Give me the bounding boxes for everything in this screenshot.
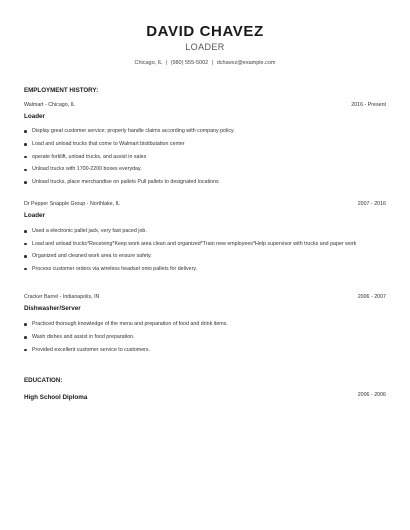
job-dates: 2007 - 2016: [357, 201, 386, 207]
bullet-icon: [24, 156, 27, 159]
bullet-icon: [24, 323, 27, 326]
contact-separator: |: [211, 60, 214, 66]
list-item: [24, 228, 380, 236]
bullet-text: Wash dishes and assist in food preparation.: [32, 333, 135, 340]
bullet-text: Display great customer service; properly handle claims according with company policy.: [32, 128, 235, 134]
list-item: [24, 141, 380, 149]
bullet-icon: [24, 130, 27, 133]
job-role: Loader: [24, 113, 45, 120]
list-item: [24, 154, 380, 162]
contact-email[interactable]: dchavez@example.com: [216, 60, 276, 66]
contact-phone: (980) 555-5002: [170, 60, 209, 66]
bullet-icon: [24, 230, 27, 233]
job-role: Loader: [24, 212, 45, 219]
bullet-text: operate forklift, unload trucks, and assist in sales: [32, 153, 147, 160]
bullet-icon: [24, 268, 27, 271]
bullet-text: Load and unload trucks*Receiving*Keep work area clean and organized*Train new employees*Help supervisor with trucks and paper work: [32, 240, 357, 247]
bullet-icon: [24, 336, 27, 339]
job-bullets: [24, 321, 380, 354]
list-item: [24, 166, 380, 174]
education-dates: 2006 - 2006: [357, 392, 386, 398]
bullet-text: Used a electronic pallet jack, very fast paced job.: [32, 228, 147, 234]
bullet-text: Load and unload trucks that come to Walmart bistibutation center: [32, 140, 185, 147]
bullet-icon: [24, 243, 27, 246]
job-company: Cracker Barrel - Indianapolis, IN: [24, 294, 100, 300]
list-item: [24, 334, 380, 342]
bullet-text: Unload trucks, place merchandise on pallets Pull pallets to designated locations: [32, 179, 219, 186]
bullet-icon: [24, 349, 27, 352]
bullet-icon: [24, 143, 27, 146]
bullet-icon: [24, 255, 27, 258]
list-item: [24, 266, 380, 274]
education-degree: High School Diploma: [24, 394, 88, 401]
bullet-text: Process customer orders via wireless headset onto pallets for delivery.: [32, 265, 198, 272]
contact-line: [0, 60, 410, 66]
employment-heading: EMPLOYMENT HISTORY:: [24, 87, 99, 94]
bullet-text: Practiced thorough knowledge of the menu and preparation of food and drink items.: [32, 321, 228, 327]
contact-separator: |: [165, 60, 168, 66]
bullet-text: Organized and cleaned work area to ensure safety.: [32, 253, 152, 259]
bullet-icon: [24, 181, 27, 184]
list-item: [24, 179, 380, 187]
list-item: [24, 253, 380, 261]
list-item: [24, 241, 380, 249]
list-item: [24, 347, 380, 355]
job-dates: 2016 - Present: [351, 102, 386, 108]
education-heading: EDUCATION:: [24, 377, 63, 384]
job-company: Walmart - Chicago, IL: [24, 102, 76, 108]
contact-location: Chicago, IL: [134, 60, 163, 66]
job-role: Dishwasher/Server: [24, 305, 81, 312]
job-company: Dr Pepper Snapple Group - Northlake, IL: [24, 201, 120, 207]
bullet-text: Unload trucks with 1700-2200 boxes everyday.: [32, 166, 142, 173]
list-item: [24, 321, 380, 329]
bullet-text: Provided excellent customer service to customers.: [32, 346, 151, 353]
bullet-icon: [24, 169, 27, 172]
job-dates: 2006 - 2007: [357, 294, 386, 300]
job-bullets: [24, 128, 380, 187]
candidate-name: DAVID CHAVEZ: [146, 23, 264, 40]
job-bullets: [24, 228, 380, 273]
list-item: [24, 128, 380, 136]
candidate-title: LOADER: [185, 42, 225, 52]
